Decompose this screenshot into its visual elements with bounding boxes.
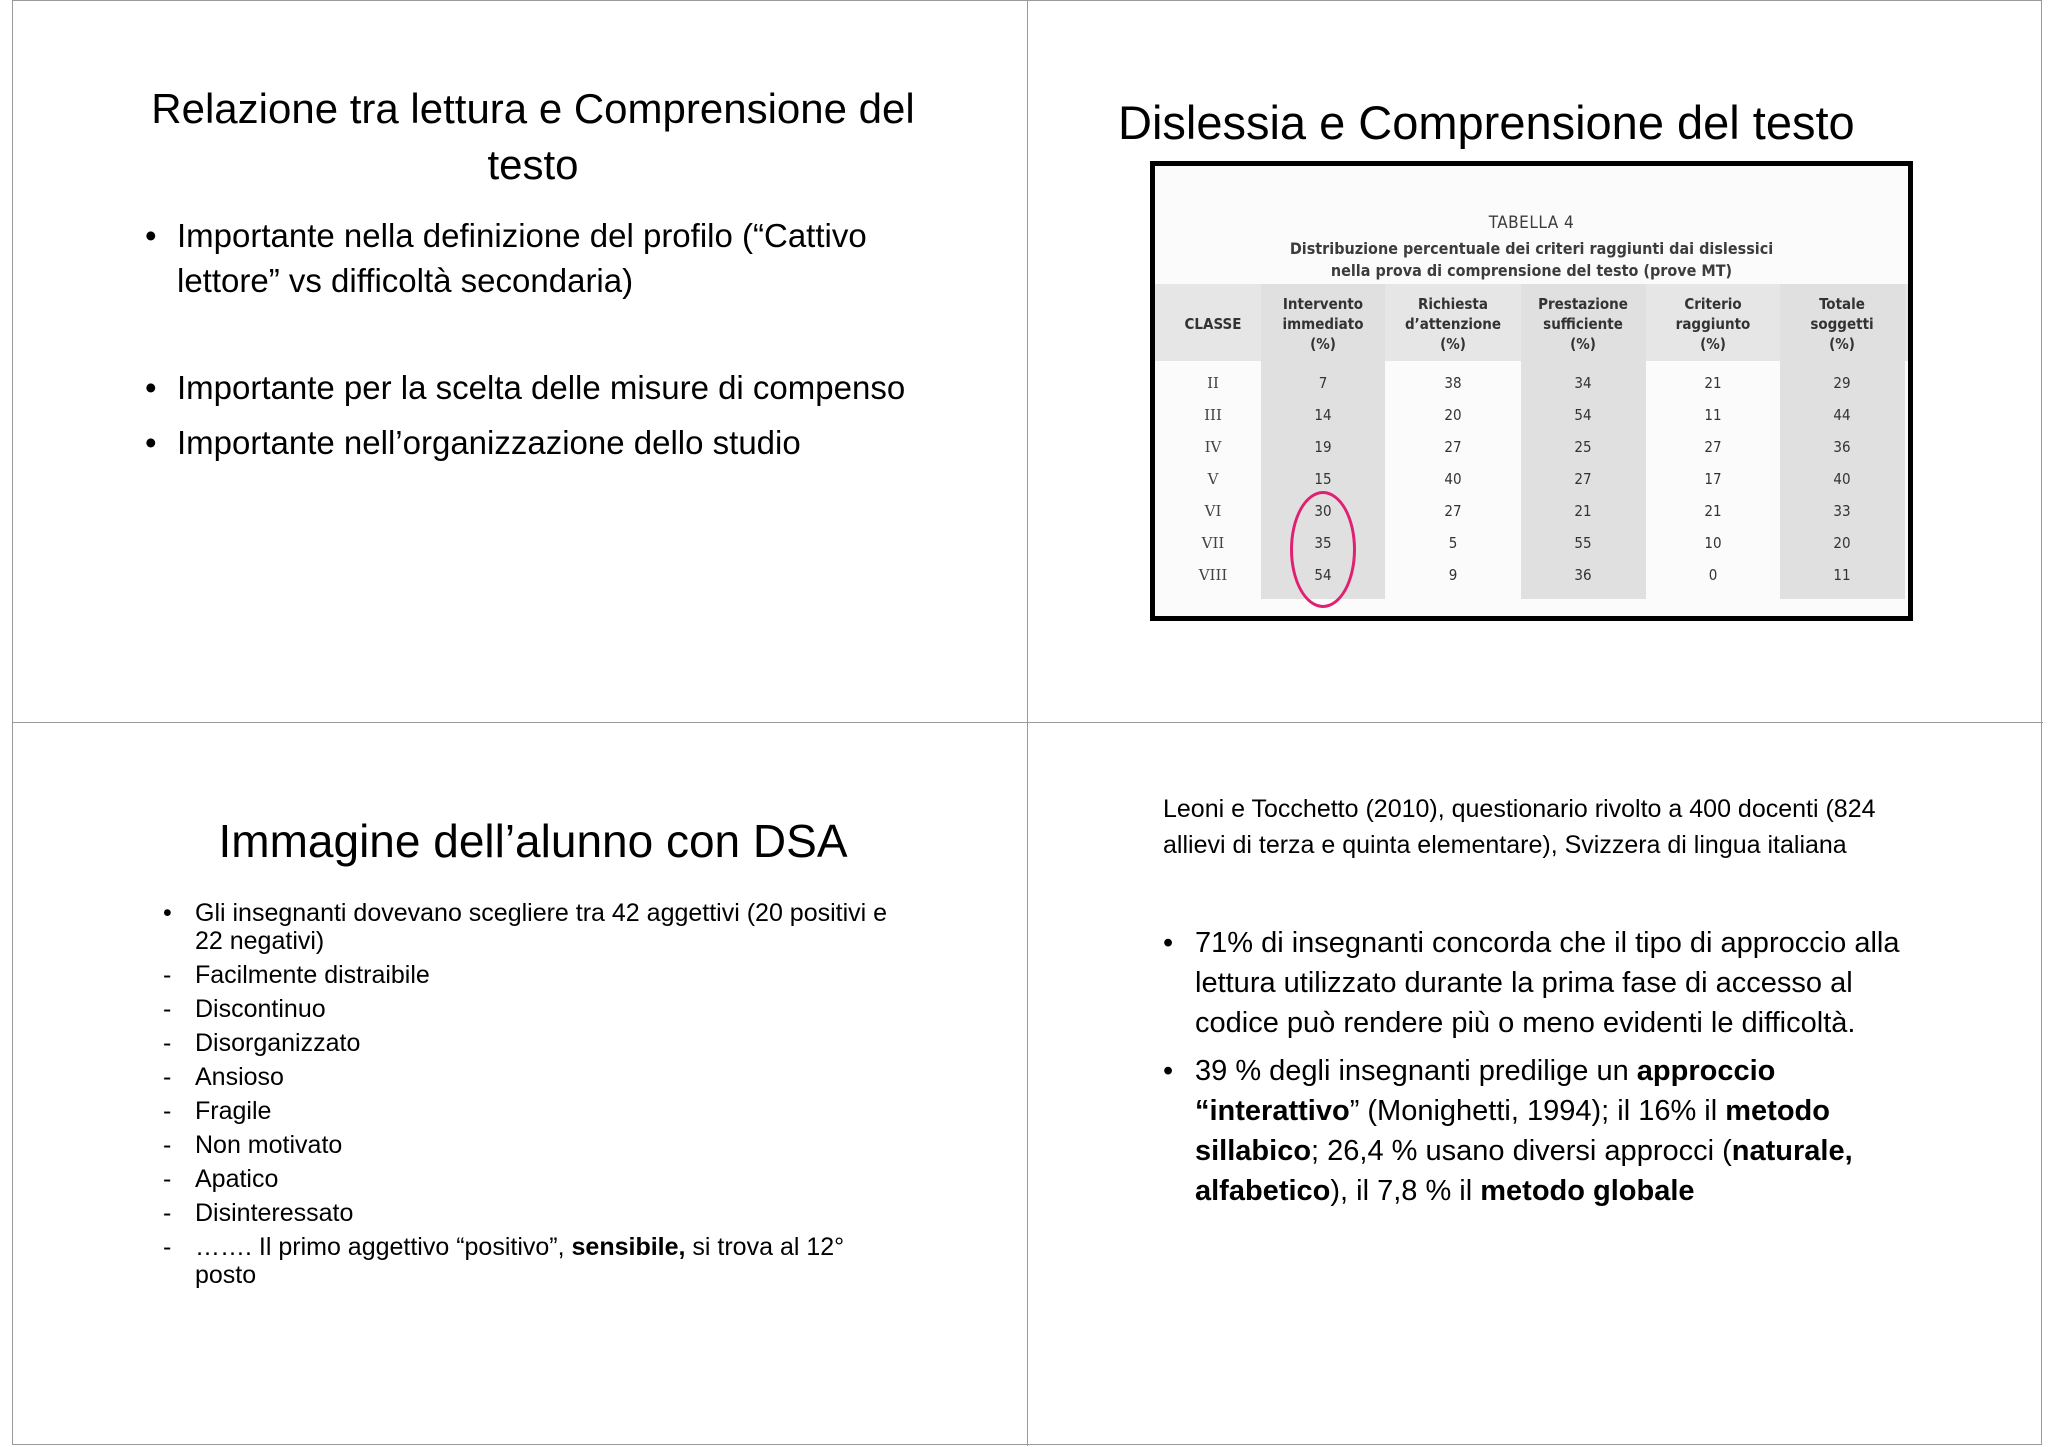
- slide-reading-comprehension: [13, 1, 1028, 723]
- table-header-cell: Totale soggetti (%): [1810, 295, 1874, 353]
- table-cell: 35: [1314, 534, 1332, 552]
- list-item: - Apatico: [163, 1165, 279, 1193]
- table-cell: 9: [1448, 566, 1458, 584]
- table-cell: 20: [1444, 406, 1462, 424]
- table-cell: 15: [1314, 470, 1332, 488]
- table-cell: 33: [1833, 502, 1851, 520]
- adjective-list: [163, 899, 893, 1295]
- bullet-profile: • Importante nella definizione del profilo (“Cattivo lettore” vs difficoltà secondaria): [143, 213, 943, 303]
- table-cell: VI: [1204, 502, 1222, 520]
- table-cell: 44: [1833, 406, 1851, 424]
- table-cell: 40: [1833, 470, 1851, 488]
- list-item: - Disinteressato: [163, 1199, 354, 1227]
- table-cell: 55: [1574, 534, 1592, 552]
- bullet-list: [143, 213, 943, 465]
- table-cell: 27: [1444, 502, 1462, 520]
- list-item-last: - ……. Il primo aggettivo “positivo”, sensibile, si trova al 12° posto: [163, 1233, 845, 1289]
- table-header-cell: Intervento immediato (%): [1282, 295, 1364, 353]
- bullet-approach-agreement: • 71% di insegnanti concorda che il tipo di approccio alla lettura utilizzato durante la prima fase di accesso al codice può rendere più o meno evidenti le difficoltà.: [1163, 923, 1943, 1043]
- table-cell: 0: [1708, 566, 1718, 584]
- table-cell: 27: [1574, 470, 1592, 488]
- table-cell: 38: [1444, 374, 1462, 392]
- bullet-list: [1163, 923, 1943, 1219]
- highlight-ellipse: [1290, 491, 1356, 608]
- table-cell: 34: [1574, 374, 1592, 392]
- list-item: - Discontinuo: [163, 995, 326, 1023]
- list-item: - Disorganizzato: [163, 1029, 361, 1057]
- table-cell: VIII: [1198, 566, 1228, 584]
- table-cell: 54: [1314, 566, 1332, 584]
- table-cell: 36: [1833, 438, 1851, 456]
- caption-line-1: Distribuzione percentuale dei criteri raggiunti dai dislessici: [1289, 239, 1774, 258]
- slide-student-image: [13, 723, 1028, 1446]
- slide-title: Immagine dell’alunno con DSA: [218, 815, 848, 867]
- table-cell: 20: [1833, 534, 1851, 552]
- slide-survey: [1028, 723, 2043, 1446]
- table-header-cell: CLASSE: [1184, 315, 1242, 333]
- list-item: - Ansioso: [163, 1063, 284, 1091]
- table-label: TABELLA 4: [1488, 213, 1575, 233]
- table-cell: 11: [1833, 566, 1851, 584]
- table-cell: 21: [1574, 502, 1592, 520]
- table-cell: 21: [1704, 374, 1722, 392]
- table-cell: 30: [1314, 502, 1332, 520]
- survey-intro: Leoni e Tocchetto (2010), questionario rivolto a 400 docenti (824 allievi di terza e quinta elementare), Svizzera di lingua italiana: [1163, 795, 1876, 859]
- list-item: - Fragile: [163, 1097, 272, 1125]
- table-cell: 27: [1444, 438, 1462, 456]
- slide-title: Relazione tra lettura e Comprensione del testo: [151, 85, 915, 188]
- table-header-cell: Prestazione sufficiente (%): [1538, 295, 1628, 353]
- bullet-approach-stats: • 39 % degli insegnanti predilige un approccio “interattivo” (Monighetti, 1994); il 16% il metodo sillabico; 26,4 % usano diversi approcci (naturale, alfabetico), il 7,8 % il metodo globale: [1163, 1051, 1943, 1211]
- list-item: - Facilmente distraibile: [163, 961, 430, 989]
- table-cell: 17: [1704, 470, 1722, 488]
- table-cell: III: [1204, 406, 1222, 424]
- table-cell: 25: [1574, 438, 1592, 456]
- table-cell: V: [1207, 470, 1219, 488]
- table-cell: 36: [1574, 566, 1592, 584]
- table-cell: IV: [1204, 438, 1222, 456]
- table-cell: II: [1207, 374, 1219, 392]
- list-item: • Gli insegnanti dovevano scegliere tra 42 aggettivi (20 positivi e 22 negativi): [163, 899, 888, 955]
- table-cell: 11: [1704, 406, 1722, 424]
- slide-title: Dislessia e Comprensione del testo: [1118, 96, 1855, 149]
- table-header-cell: Criterio raggiunto (%): [1675, 295, 1751, 353]
- table-cell: 14: [1314, 406, 1332, 424]
- table-image: [1150, 161, 1913, 621]
- table-header-cell: Richiesta d’attenzione (%): [1404, 295, 1502, 353]
- bullet-compensation: • Importante per la scelta delle misure di compenso: [143, 365, 943, 410]
- table-cell: 5: [1448, 534, 1458, 552]
- table-cell: 29: [1833, 374, 1851, 392]
- table-cell: 7: [1318, 374, 1328, 392]
- table-cell: 40: [1444, 470, 1462, 488]
- caption-line-2: nella prova di comprensione del testo (prove MT): [1330, 261, 1733, 280]
- table-cell: 19: [1314, 438, 1332, 456]
- table-cell: 27: [1704, 438, 1722, 456]
- table-cell: VII: [1201, 534, 1225, 552]
- table-cell: 10: [1704, 534, 1722, 552]
- table-caption: [1155, 238, 1908, 282]
- bullet-study: • Importante nell’organizzazione dello studio: [143, 420, 943, 465]
- table-cell: 54: [1574, 406, 1592, 424]
- table-cell: 21: [1704, 502, 1722, 520]
- slide-dyslexia-table: [1028, 1, 2043, 723]
- list-item: - Non motivato: [163, 1131, 343, 1159]
- handout-grid: [12, 0, 2042, 1445]
